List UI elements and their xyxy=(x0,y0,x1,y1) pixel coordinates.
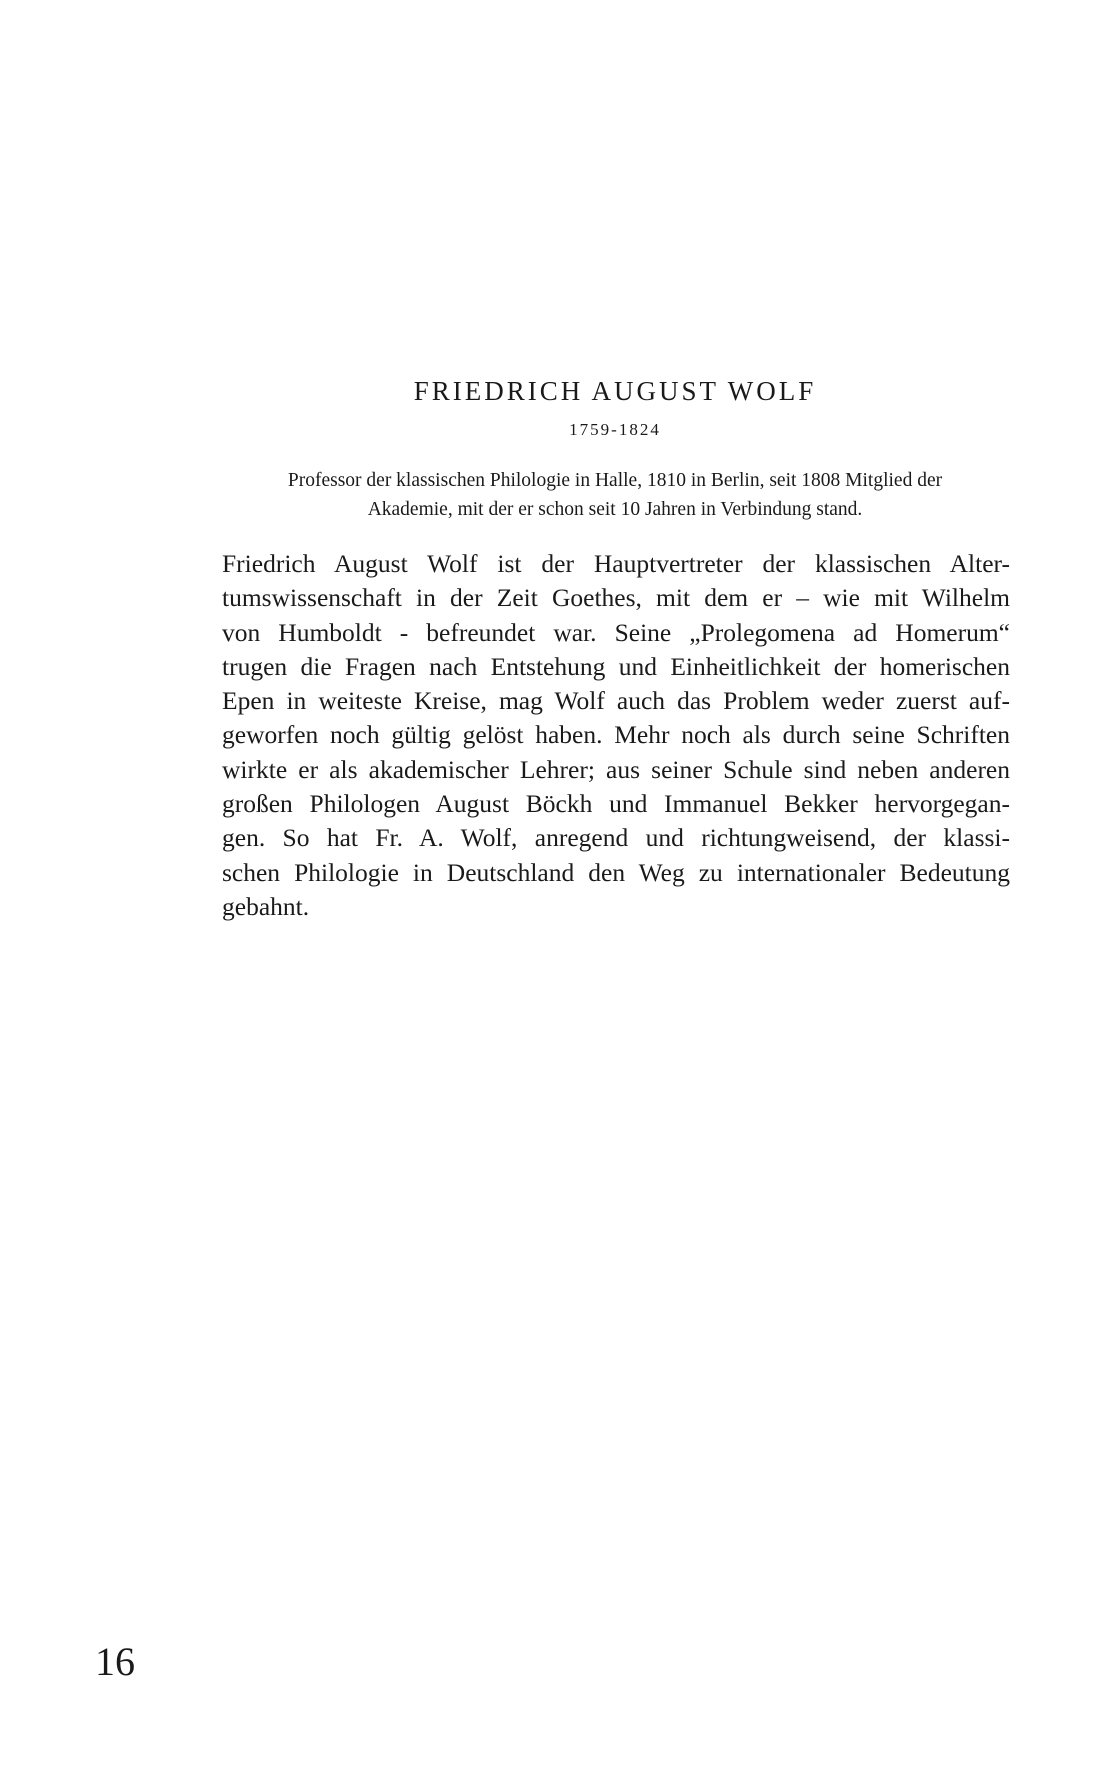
body-line: großen Philologen August Böckh und Immanuel Bekker hervorgegan- xyxy=(222,789,1010,819)
body-line: gen. So hat Fr. A. Wolf, anregend und richtungweisend, der klassi- xyxy=(222,823,1010,853)
page-number: 16 xyxy=(95,1639,135,1684)
subtitle-line: Professor der klassischen Philologie in Halle, 1810 in Berlin, seit 1808 Mitglied der xyxy=(287,470,943,491)
page-title: FRIEDRICH AUGUST WOLF xyxy=(413,376,817,406)
body-line: von Humboldt - befreundet war. Seine „Prolegomena ad Homerum“ xyxy=(222,617,1010,647)
life-dates: 1759-1824 xyxy=(569,420,661,439)
subtitle-line: Akademie, mit der er schon seit 10 Jahren in Verbindung stand. xyxy=(367,499,863,520)
body-line: wirkte er als akademischer Lehrer; aus seiner Schule sind neben anderen xyxy=(222,754,1010,784)
biography-subtitle xyxy=(220,466,1010,524)
body-paragraph xyxy=(222,547,1010,924)
body-line: schen Philologie in Deutschland den Weg zu internationaler Bedeutung xyxy=(222,857,1010,887)
body-line: gebahnt. xyxy=(222,891,310,921)
body-line: tumswissenschaft in der Zeit Goethes, mit dem er – wie mit Wilhelm xyxy=(222,583,1010,613)
body-line: Epen in weiteste Kreise, mag Wolf auch das Problem weder zuerst auf- xyxy=(222,686,1010,716)
body-line: Friedrich August Wolf ist der Hauptvertreter der klassischen Alter- xyxy=(222,549,1010,578)
body-line: trugen die Fragen nach Entstehung und Einheitlichkeit der homerischen xyxy=(222,651,1010,681)
body-line: geworfen noch gültig gelöst haben. Mehr noch als durch seine Schriften xyxy=(222,720,1010,750)
